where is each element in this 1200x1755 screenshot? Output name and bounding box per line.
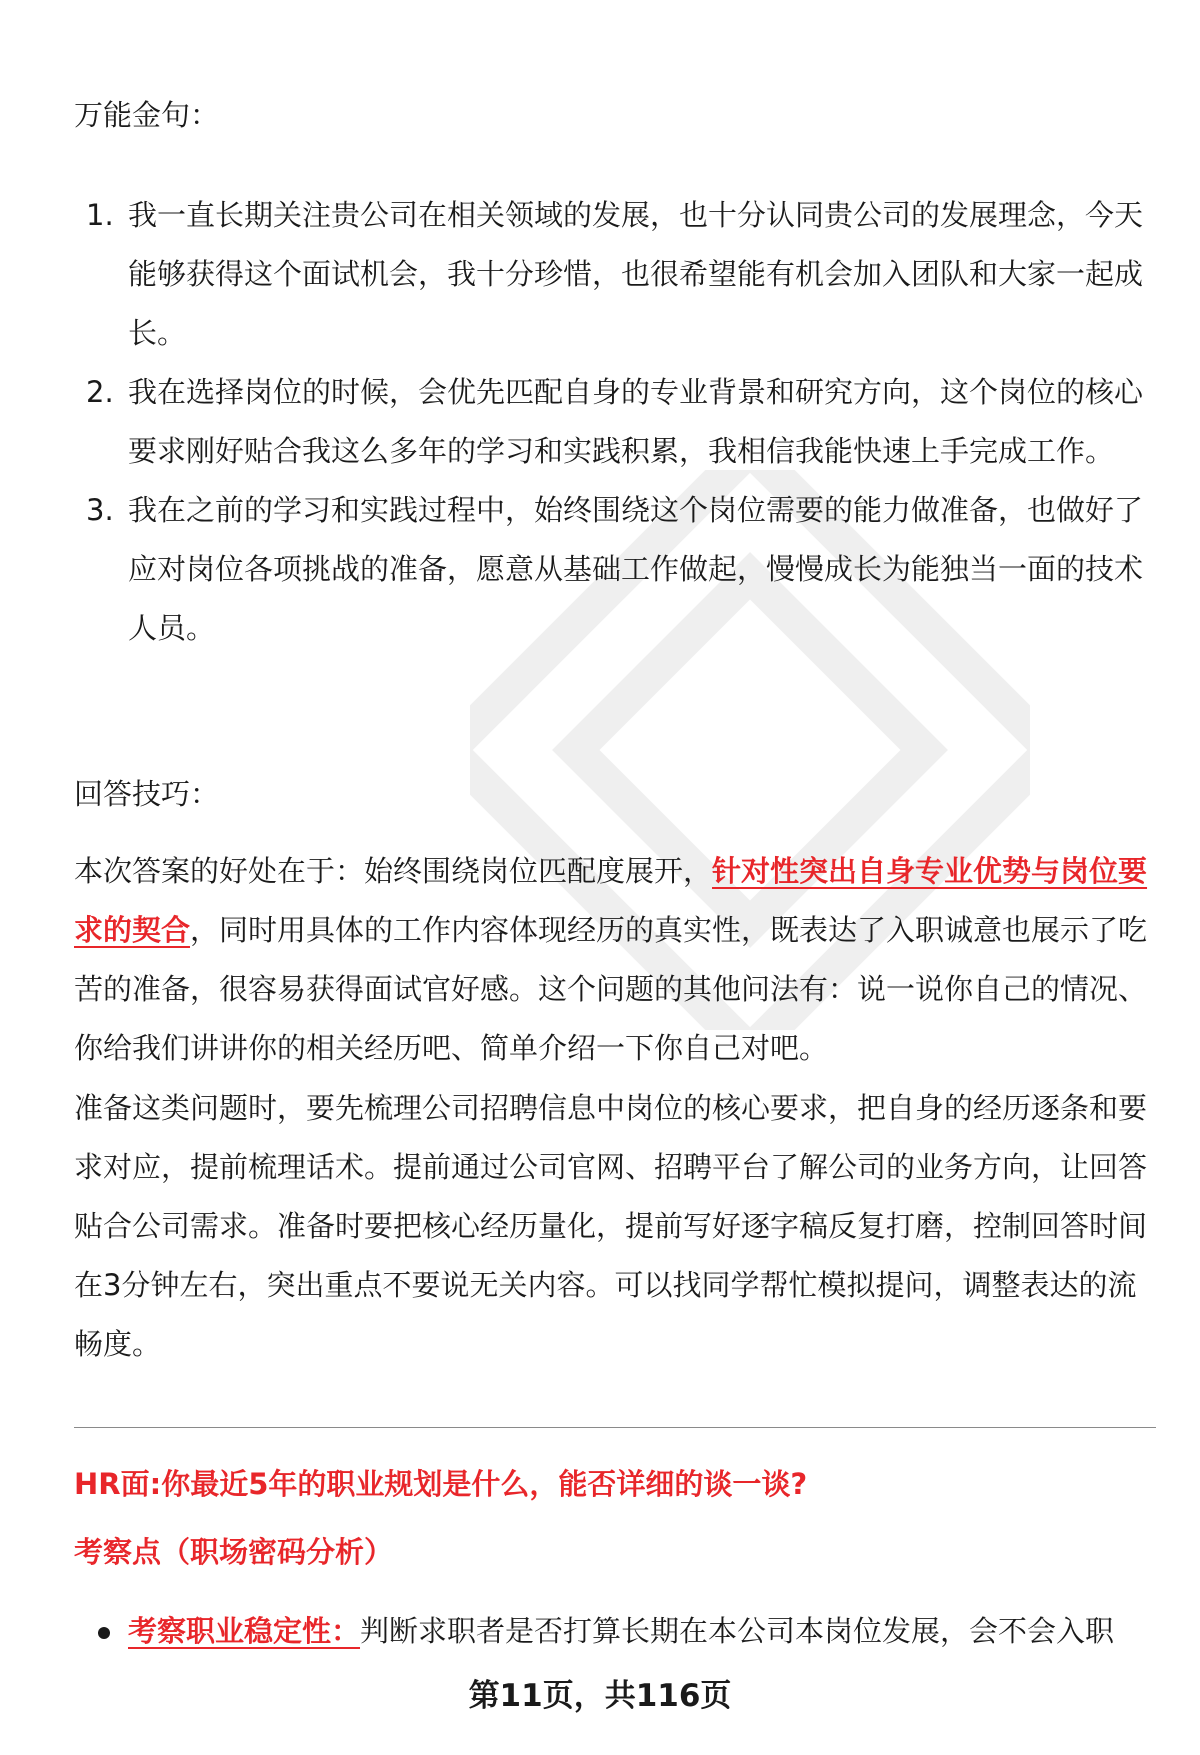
list-item	[74, 186, 1154, 363]
tips-text-after: ，同时用具体的工作内容体现经历的真实性，既表达了入职诚意也展示了吃苦的准备，很容易获得面试官好感。这个问题的其他问法有：说一说你自己的情况、你给我们讲讲你的相关经历吧、简单介绍一下你自己对吧。	[74, 913, 1148, 1065]
list-item	[74, 363, 1154, 481]
bullet-label: 考察职业稳定性：	[128, 1614, 361, 1648]
section-heading-tips: 回答技巧：	[74, 777, 220, 811]
list-item	[74, 481, 1154, 658]
page-footer: 第11页，共116页	[468, 1678, 732, 1714]
bullet-text: 判断求职者是否打算长期在本公司本岗位发展，会不会入职	[360, 1614, 1115, 1648]
section-heading-phrases: 万能金句：	[74, 98, 220, 132]
list-number: 3.	[86, 493, 114, 527]
tips-paragraph-2: 准备这类问题时，要先梳理公司招聘信息中岗位的核心要求，把自身的经历逐条和要求对应，提前梳理话术。提前通过公司官网、招聘平台了解公司的业务方向，让回答贴合公司需求。准备时要把核心经历量化，提前写好逐字稿反复打磨，控制回答时间在3分钟左右，突出重点不要说无关内容。可以找同学帮忙模拟提问，调整表达的流畅度。	[74, 1091, 1148, 1361]
tips-paragraph-1	[74, 842, 1154, 1078]
analysis-heading: 考察点（职场密码分析）	[74, 1535, 394, 1569]
list-number: 1.	[86, 198, 114, 232]
section-divider	[74, 1427, 1156, 1428]
list-item-text: 我在选择岗位的时候，会优先匹配自身的专业背景和研究方向，这个岗位的核心要求刚好贴合我这么多年的学习和实践积累，我相信我能快速上手完成工作。	[128, 375, 1144, 468]
list-item-text: 我在之前的学习和实践过程中，始终围绕这个岗位需要的能力做准备，也做好了应对岗位各项挑战的准备，愿意从基础工作做起，慢慢成长为能独当一面的技术人员。	[128, 493, 1144, 645]
tips-highlight: 针对性突出自身专业优势与岗位要求的契合	[74, 854, 1148, 947]
bullet-dot-icon	[98, 1627, 110, 1639]
question-heading: HR面:你最近5年的职业规划是什么，能否详细的谈一谈?	[74, 1467, 808, 1501]
list-number: 2.	[86, 375, 114, 409]
phrases-list	[74, 186, 1154, 658]
tips-text-before: 本次答案的好处在于：始终围绕岗位匹配度展开，	[74, 854, 713, 888]
bullet-content	[128, 1602, 1114, 1661]
list-item-text: 我一直长期关注贵公司在相关领域的发展，也十分认同贵公司的发展理念，今天能够获得这个面试机会，我十分珍惜，也很希望能有机会加入团队和大家一起成长。	[128, 198, 1144, 350]
